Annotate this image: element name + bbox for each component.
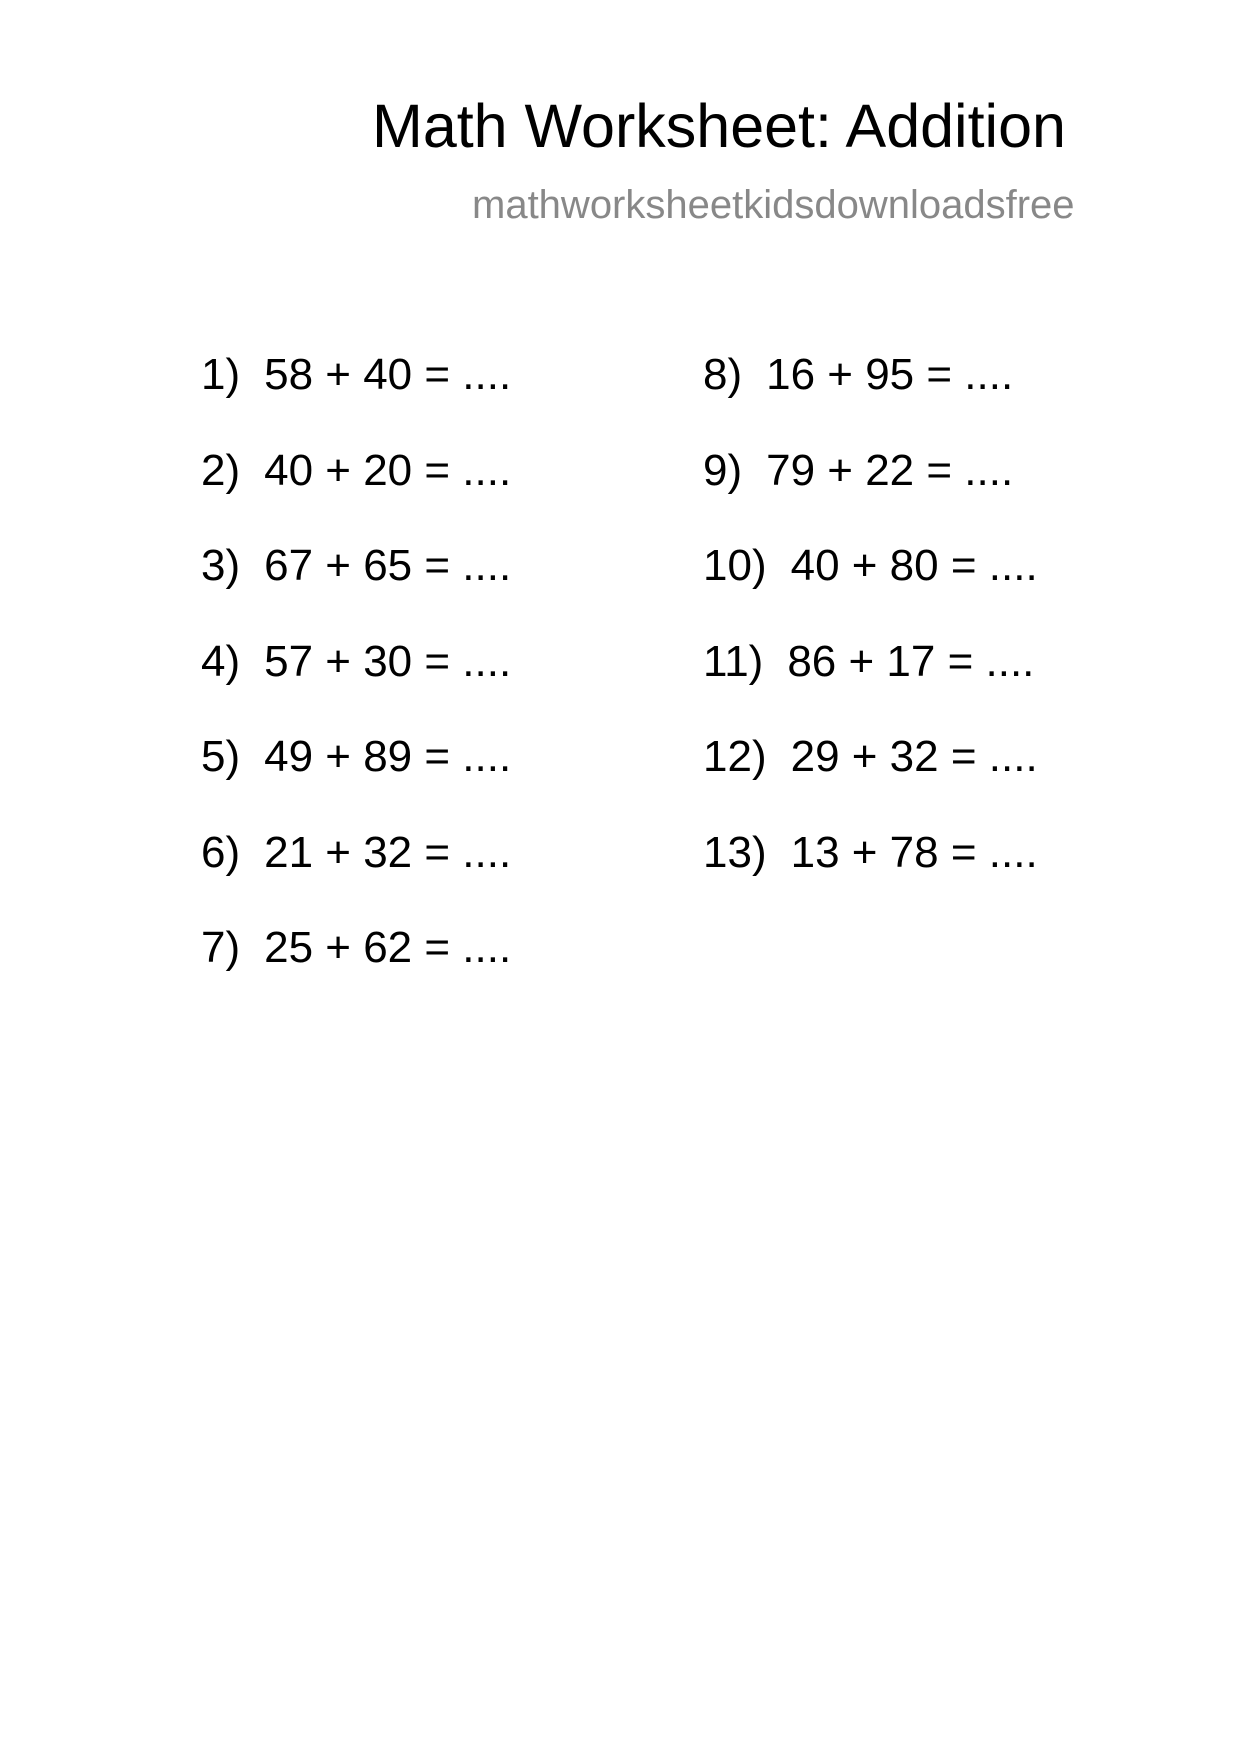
problem-column-right — [703, 350, 1038, 926]
problem-number: 1) — [201, 350, 241, 399]
problem-expression: 29 + 32 = .... — [790, 732, 1038, 781]
problem-number: 9) — [703, 445, 743, 495]
problem-item — [201, 541, 512, 640]
problem-number: 6) — [201, 827, 241, 877]
problem-number: 2) — [201, 445, 241, 495]
problem-number: 12) — [703, 732, 767, 781]
problem-item — [201, 445, 512, 545]
problem-item — [703, 732, 1038, 831]
problem-column-left — [201, 350, 512, 1022]
problem-expression: 13 + 78 = .... — [790, 827, 1038, 877]
problem-item — [201, 636, 512, 736]
site-subtitle: mathworksheetkidsdownloadsfree — [472, 183, 1075, 227]
problem-expression: 67 + 65 = .... — [264, 541, 512, 590]
problem-expression: 58 + 40 = .... — [264, 350, 512, 399]
problem-item — [703, 636, 1038, 736]
problem-expression: 57 + 30 = .... — [264, 636, 512, 686]
problem-item — [201, 732, 512, 831]
problem-number: 8) — [703, 350, 743, 399]
problem-expression: 49 + 89 = .... — [264, 732, 512, 781]
problem-item — [201, 923, 512, 1022]
problem-expression: 79 + 22 = .... — [766, 445, 1014, 495]
problem-number: 7) — [201, 923, 241, 972]
problem-expression: 86 + 17 = .... — [787, 636, 1035, 686]
problem-number: 11) — [703, 636, 764, 686]
problem-expression: 16 + 95 = .... — [766, 350, 1014, 399]
problem-item — [201, 350, 512, 449]
problem-item — [703, 445, 1038, 545]
problem-expression: 40 + 20 = .... — [264, 445, 512, 495]
problem-number: 3) — [201, 541, 241, 590]
problem-item — [703, 541, 1038, 640]
problem-number: 4) — [201, 636, 241, 686]
problem-item — [201, 827, 512, 927]
problem-item — [703, 350, 1038, 449]
problem-expression: 40 + 80 = .... — [790, 541, 1038, 590]
problem-item — [703, 827, 1038, 927]
problem-number: 13) — [703, 827, 767, 877]
problem-number: 5) — [201, 732, 241, 781]
page-title: Math Worksheet: Addition — [372, 92, 1066, 160]
problem-expression: 25 + 62 = .... — [264, 923, 512, 972]
problem-number: 10) — [703, 541, 767, 590]
problem-expression: 21 + 32 = .... — [264, 827, 512, 877]
